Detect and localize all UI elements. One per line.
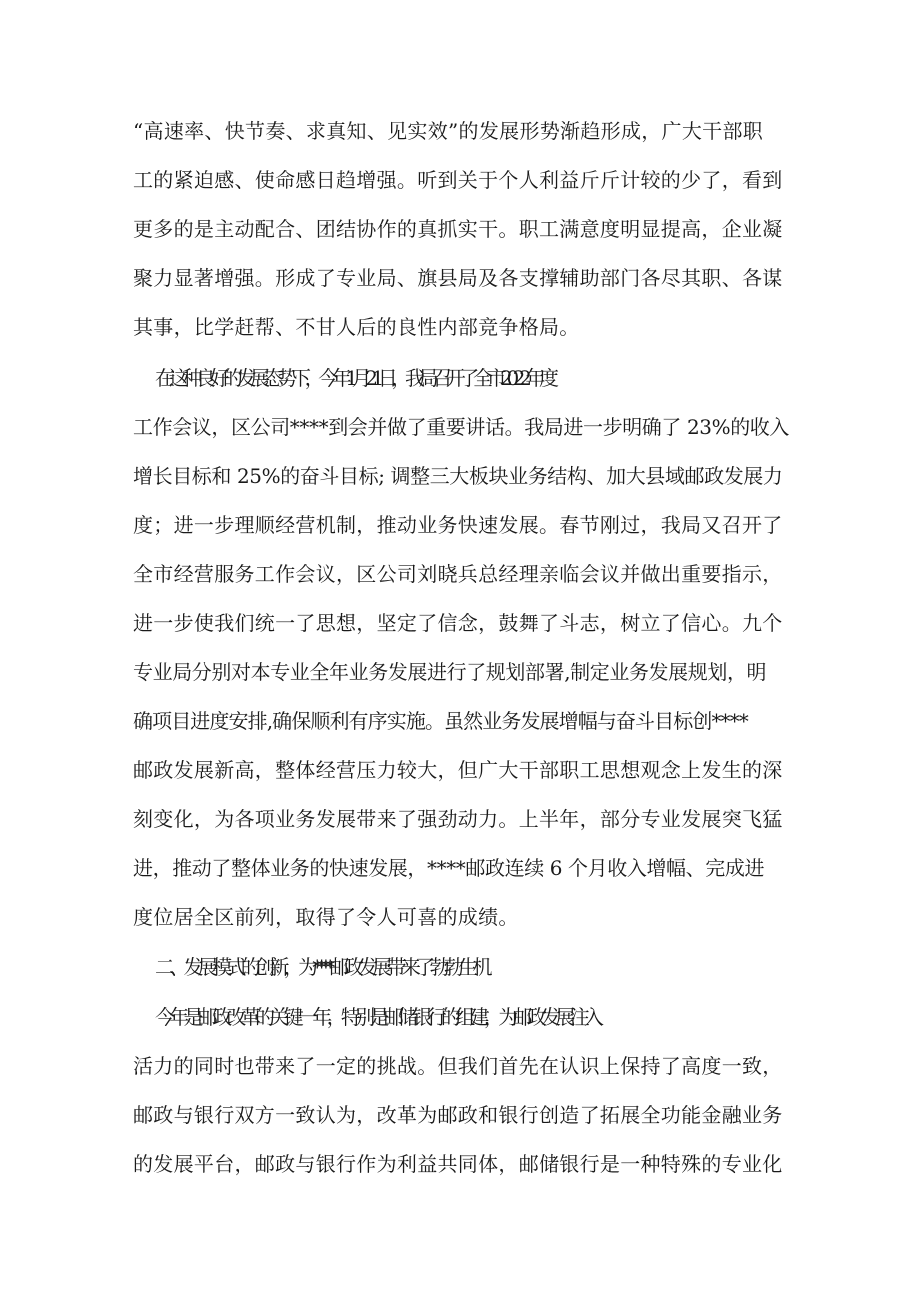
- text-line: “高速率、快节奏、求真知、见实效”的发展形势渐趋形成，广大干部职: [133, 119, 764, 143]
- text-line: 度；进一步理顺经营机制，推动业务快速发展。春节刚过，我局又召开了: [133, 513, 783, 537]
- text-line: 确项目进度安排,确保顺利有序实施。虽然业务发展增幅与奋斗目标创****: [133, 709, 748, 733]
- text-line: 的发展平台，邮政与银行作为利益共同体，邮储银行是一种特殊的专业化: [133, 1152, 783, 1176]
- paragraph-first-line: 今年是邮政改革的关键一年，特别是邮储银行的组建，为邮政发展注入: [155, 1005, 599, 1029]
- text-line: 度位居全区前列，取得了令人可喜的成绩。: [133, 905, 519, 929]
- text-line: 工作会议，区公司****到会并做了重要讲话。我局进一步明确了 23%的收入: [133, 415, 790, 439]
- text-line: 进，推动了整体业务的快速发展，****邮政连续 6 个月收入增幅、完成进: [133, 856, 765, 880]
- text-line: 活力的同时也带来了一定的挑战。但我们首先在认识上保持了高度一致，: [133, 1054, 783, 1078]
- text-line: 工的紧迫感、使命感日趋增强。听到关于个人利益斤斤计较的少了，看到: [133, 168, 783, 192]
- text-line: 进一步使我们统一了思想，坚定了信念，鼓舞了斗志，树立了信心。九个: [133, 611, 783, 635]
- text-line: 全市经营服务工作会议，区公司刘晓兵总经理亲临会议并做出重要指示，: [133, 562, 783, 586]
- text-line: 更多的是主动配合、团结协作的真抓实干。职工满意度明显提高，企业凝: [133, 217, 783, 241]
- text-line: 邮政与银行双方一致认为，改革为邮政和银行创造了拓展全功能金融业务: [133, 1103, 783, 1127]
- paragraph-first-line: 在这种良好的发展态势下，今年 1 月 21 日，我局召开了全市 2022 年度: [155, 366, 553, 390]
- section-heading: 二、发展模式的创新，为****邮政发展带来了勃勃生机: [155, 955, 487, 979]
- text-line: 专业局分别对本专业全年业务发展进行了规划部署,制定业务发展规划，明: [133, 660, 767, 684]
- text-line: 聚力显著增强。形成了专业局、旗县局及各支撑辅助部门各尽其职、各谋: [133, 266, 783, 290]
- text-line: 邮政发展新高，整体经营压力较大，但广大干部职工思想观念上发生的深: [133, 758, 783, 782]
- text-line: 增长目标和 25%的奋斗目标; 调整三大板块业务结构、加大县域邮政发展力: [133, 464, 783, 488]
- text-line: 刻变化，为各项业务发展带来了强劲动力。上半年，部分专业发展突飞猛: [133, 807, 783, 831]
- text-line: 其事，比学赶帮、不甘人后的良性内部竞争格局。: [133, 315, 580, 339]
